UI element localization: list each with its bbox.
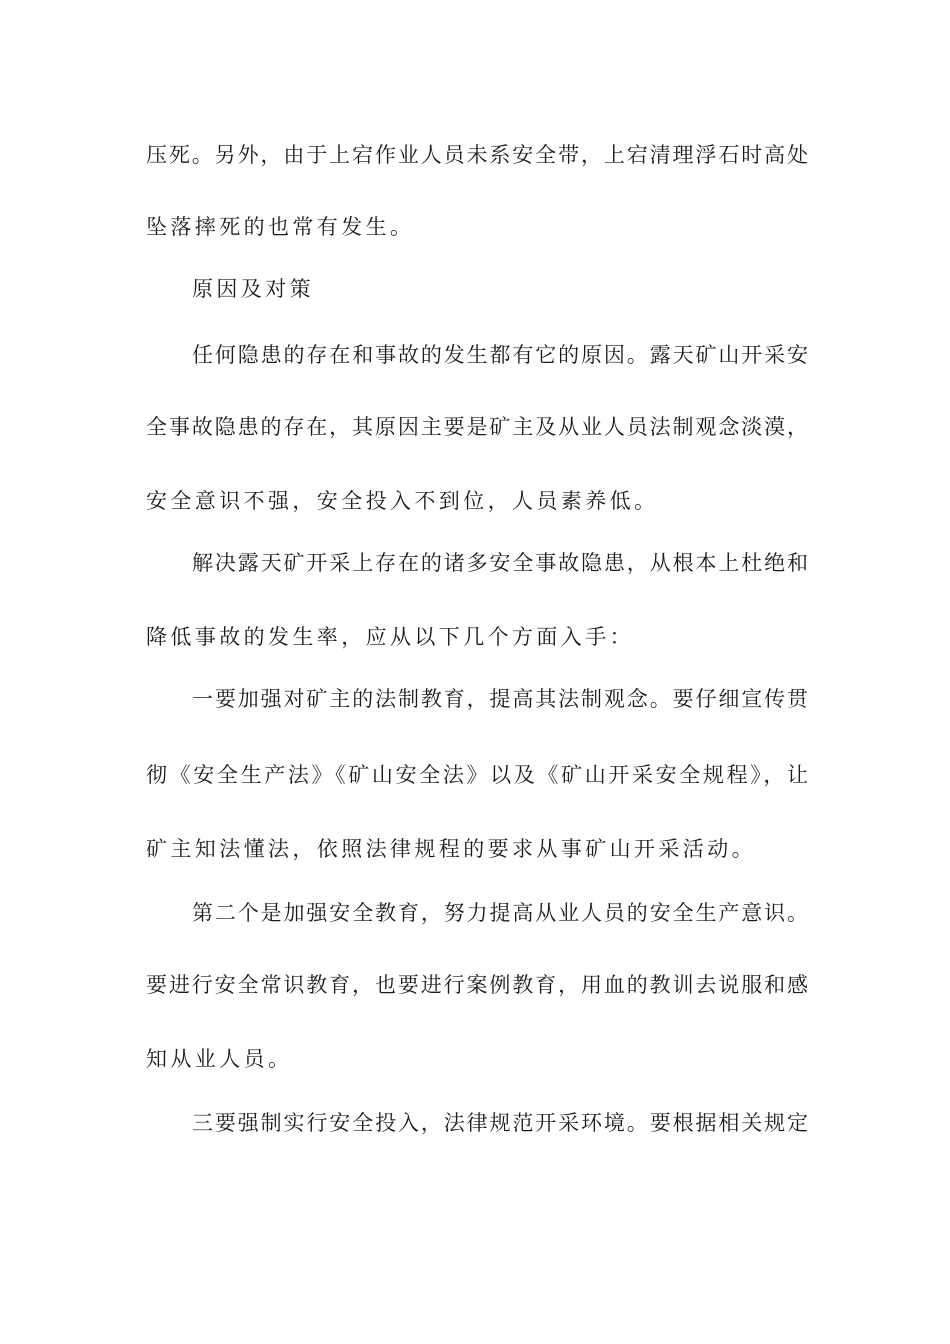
text-line: 要进行安全常识教育，也要进行案例教育，用血的教训去说服和感 bbox=[146, 973, 808, 997]
text-line: 安全意识不强，安全投入不到位，人员素养低。 bbox=[146, 489, 659, 513]
text-line: 知从业人员。 bbox=[146, 1047, 293, 1071]
text-line: 降低事故的发生率，应从以下几个方面入手： bbox=[146, 625, 634, 649]
text-line: 全事故隐患的存在，其原因主要是矿主及从业人员法制观念淡漠， bbox=[146, 415, 808, 439]
text-line: 彻《安全生产法》《矿山安全法》以及《矿山开采安全规程》，让 bbox=[146, 763, 808, 787]
text-line: 任何隐患的存在和事故的发生都有它的原因。露天矿山开采安 bbox=[192, 343, 808, 367]
text-line: 矿主知法懂法，依照法律规程的要求从事矿山开采活动。 bbox=[146, 837, 756, 861]
text-line: 三要强制实行安全投入，法律规范开采环境。要根据相关规定 bbox=[192, 1111, 808, 1135]
text-line: 压死。另外，由于上宕作业人员未系安全带，上宕清理浮石时高处 bbox=[146, 143, 808, 167]
text-line: 第二个是加强安全教育，努力提高从业人员的安全生产意识。 bbox=[192, 901, 808, 925]
text-line: 一要加强对矿主的法制教育，提高其法制观念。要仔细宣传贯 bbox=[192, 687, 808, 711]
text-line: 解决露天矿开采上存在的诸多安全事故隐患，从根本上杜绝和 bbox=[192, 551, 808, 575]
text-line: 坠落摔死的也常有发生。 bbox=[146, 215, 415, 239]
section-heading: 原因及对策 bbox=[192, 277, 314, 301]
